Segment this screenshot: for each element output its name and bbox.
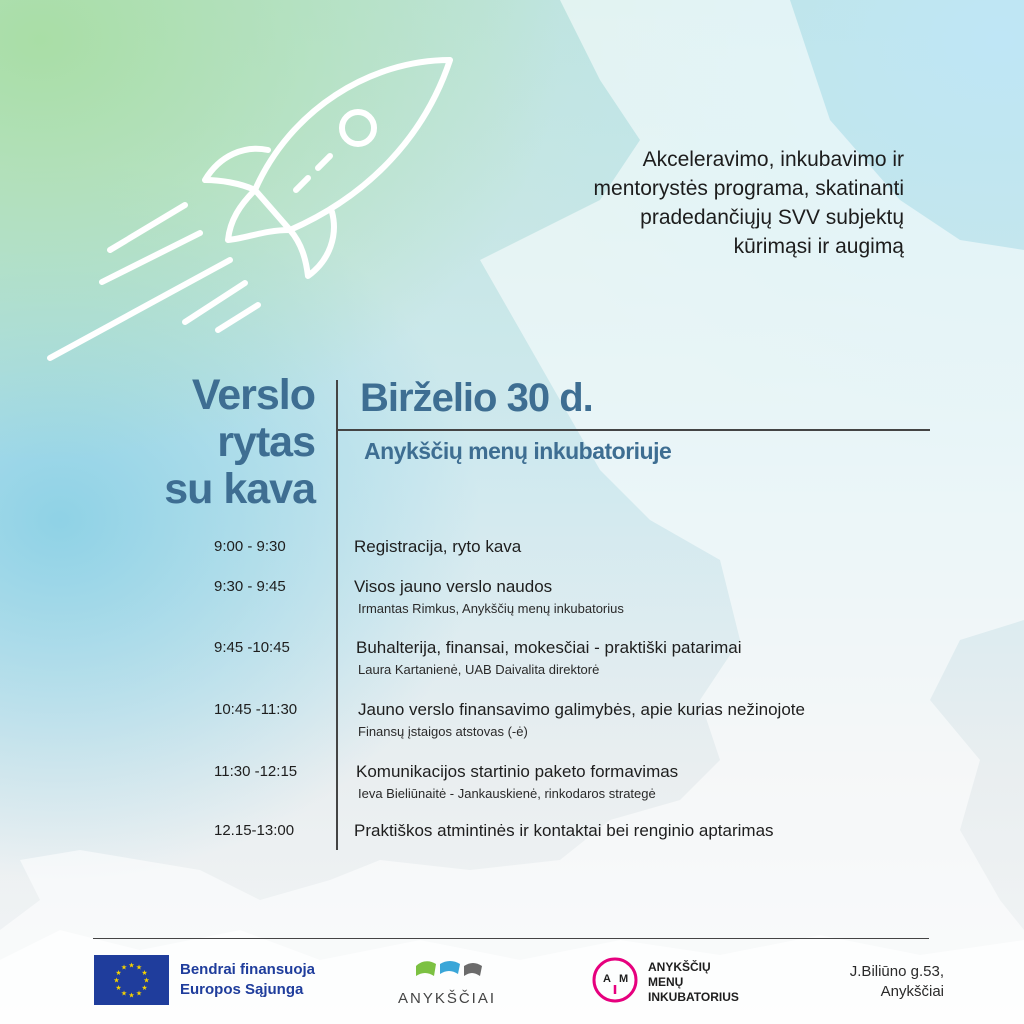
schedule-speaker: Irmantas Rimkus, Anykščių menų inkubatorius	[358, 601, 624, 616]
schedule-session: Praktiškos atmintinės ir kontaktai bei renginio aptarimas	[354, 821, 774, 840]
incubator-name	[648, 960, 739, 1005]
eu-star-icon: ★	[128, 992, 135, 1000]
address	[850, 962, 944, 1002]
eu-text-line: Bendrai finansuoja	[180, 961, 316, 978]
incubator-name-line: MENŲ	[648, 975, 684, 989]
tagline-line: kūrimąsi ir augimą	[733, 235, 904, 258]
eu-star-icon: ★	[113, 977, 120, 985]
schedule-time: 9:45 -10:45	[214, 639, 290, 656]
address-line: J.Biliūno g.53,	[849, 963, 944, 980]
schedule-session: Visos jauno verslo naudos	[354, 577, 553, 596]
event-date: Birželio 30 d.	[360, 376, 593, 420]
horizontal-divider	[336, 429, 930, 431]
eu-star-icon: ★	[135, 964, 143, 972]
eu-star-icon: ★	[143, 977, 150, 985]
tagline-line: Akceleravimo, inkubavimo ir	[642, 148, 904, 171]
anyksciai-label: ANYKŠČIAI	[398, 990, 497, 1007]
anyksciai-logo-icon	[414, 958, 484, 980]
svg-text:A: A	[603, 973, 611, 985]
eu-star-icon: ★	[141, 985, 148, 992]
schedule-session: Registracija, ryto kava	[354, 537, 522, 556]
rocket-icon	[40, 40, 470, 370]
eu-flag-icon	[94, 955, 169, 1005]
eu-star-icon: ★	[128, 962, 135, 970]
event-venue: Anykščių menų inkubatoriuje	[364, 438, 672, 464]
incubator-name-line: ANYKŠČIŲ	[648, 960, 711, 974]
eu-star-icon: ★	[120, 964, 128, 972]
footer-divider	[93, 938, 929, 939]
schedule-speaker: Finansų įstaigos atstovas (-ė)	[358, 724, 528, 739]
schedule-speaker: Laura Kartanienė, UAB Daivalita direktorė	[358, 662, 600, 677]
program-tagline	[474, 145, 904, 261]
eu-star-icon: ★	[141, 970, 148, 977]
schedule-session: Buhalterija, finansai, mokesčiai - praktiški patarimai	[356, 638, 742, 657]
schedule-time: 9:30 - 9:45	[214, 578, 286, 595]
schedule-time: 11:30 -12:15	[214, 763, 298, 780]
tagline-line: pradedančiųjų SVV subjektų	[640, 206, 904, 229]
schedule-time: 9:00 - 9:30	[214, 538, 286, 555]
event-title-line: Verslo	[191, 371, 315, 419]
vertical-divider	[336, 380, 338, 850]
schedule-speaker: Ieva Bieliūnaitė - Jankauskienė, rinkodaros strategė	[358, 786, 656, 801]
event-title	[150, 372, 315, 513]
eu-star-icon: ★	[115, 970, 122, 977]
eu-star-icon: ★	[120, 990, 128, 998]
event-title-line: su kava	[164, 465, 315, 513]
schedule-time: 10:45 -11:30	[214, 701, 298, 718]
incubator-name-line: INKUBATORIUS	[648, 990, 739, 1004]
eu-star-icon: ★	[115, 985, 122, 992]
tagline-line: mentorystės programa, skatinanti	[593, 177, 904, 200]
eu-text-line: Europos Sąjunga	[180, 981, 304, 998]
event-title-line: rytas	[217, 418, 315, 466]
svg-text:M: M	[619, 973, 629, 985]
schedule-session: Komunikacijos startinio paketo formavimas	[356, 762, 679, 781]
eu-funding-text	[180, 960, 315, 1000]
eu-star-icon: ★	[135, 990, 143, 998]
address-line: Anykščiai	[880, 983, 944, 1000]
schedule-time: 12.15-13:00	[214, 822, 295, 839]
ami-logo-icon	[590, 955, 640, 1005]
schedule-session: Jauno verslo finansavimo galimybės, apie kurias nežinojote	[358, 700, 805, 719]
